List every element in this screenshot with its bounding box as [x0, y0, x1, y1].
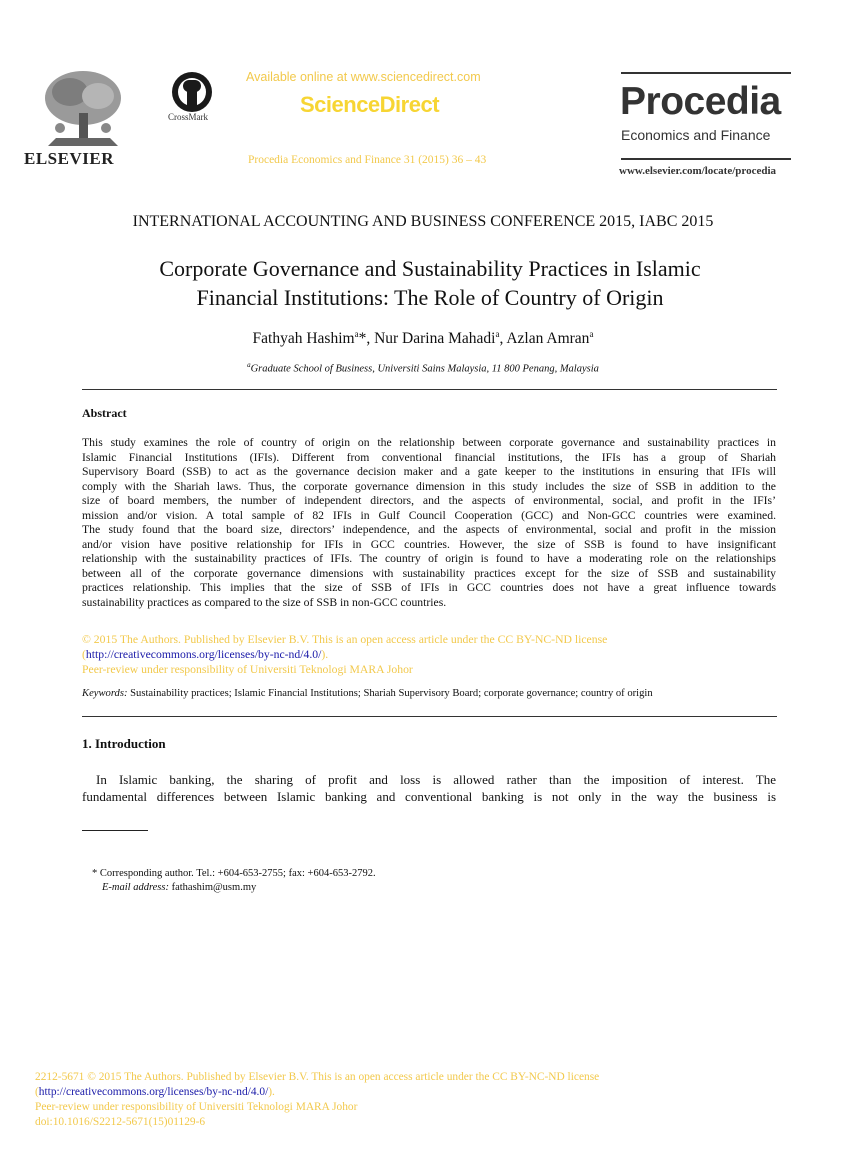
affiliation — [0, 361, 846, 375]
license-line: © 2015 The Authors. Published by Elsevier B.V. This is an open access article under the CC BY-NC-ND license — [82, 633, 608, 646]
intro-line: In Islamic banking, the sharing of profit and loss is allowed rather than the imposition of interest. The — [96, 772, 776, 787]
author-separator: , — [499, 330, 507, 348]
author-name: Nur Darina Mahadi — [374, 330, 496, 348]
section-heading: 1. Introduction — [82, 736, 166, 751]
procedia-bottom-rule — [621, 158, 791, 160]
abstract-line: Supervisory Board (SSB) to act as the governance decision maker and a gate keeper to the institutions in ensuring that IFIs will — [82, 465, 776, 478]
intro-line: fundamental differences between Islamic banking and conventional banking is not only in the way the business is — [82, 789, 776, 804]
publisher-name: ELSEVIER — [24, 149, 114, 168]
keywords-label: Keywords: — [82, 688, 128, 699]
intro-body — [82, 771, 776, 805]
abstract-body — [82, 436, 776, 610]
abstract-line: practices relationship. This implies that the size of SSB of IFIs in GCC countries does not have a great influence towards — [82, 581, 776, 594]
procedia-top-rule — [621, 72, 791, 74]
author-name: Azlan Amran — [506, 330, 590, 348]
footer-license-line: 2212-5671 © 2015 The Authors. Published by Elsevier B.V. This is an open access article under the CC BY-NC-ND license — [35, 1071, 600, 1083]
author-affiliation-mark: a — [495, 329, 500, 339]
footer-peer-review: Peer-review under responsibility of Universiti Teknologi MARA Johor — [35, 1101, 358, 1113]
abstract-line: relationship with the sustainability practices of IFIs. The country of origin is found to have a moderating role on the relationships — [82, 552, 776, 565]
title-line: Corporate Governance and Sustainability Practices in Islamic — [159, 256, 701, 281]
author-separator: , — [366, 330, 375, 348]
footer-url-line — [35, 1085, 275, 1100]
footer-paren-close: ). — [268, 1086, 275, 1098]
paper-title — [80, 254, 780, 312]
abstract-heading: Abstract — [82, 406, 127, 420]
conference-name: INTERNATIONAL ACCOUNTING AND BUSINESS CONFERENCE 2015, IABC 2015 — [132, 213, 714, 230]
author-name: Fathyah Hashim — [252, 330, 355, 348]
corresponding-author: * Corresponding author. Tel.: +604-653-2755; fax: +604-653-2792. — [92, 868, 376, 879]
email-label: E-mail address: — [102, 882, 169, 893]
affiliation-mark: a — [247, 361, 251, 369]
journal-citation: Procedia Economics and Finance 31 (2015) 36 – 43 — [248, 154, 487, 166]
abstract-line: This study examines the role of country of origin on the relationship between corporate governance and sustainability practices in — [82, 436, 776, 449]
crossmark-icon[interactable] — [170, 70, 214, 114]
abstract-line: size of board members, the number of independent directors, and the aspects of environmental, social, and profit in the IFIs’ — [82, 494, 776, 507]
footer-doi[interactable]: doi:10.1016/S2212-5671(15)01129-6 — [35, 1116, 206, 1128]
keywords-text: Sustainability practices; Islamic Financial Institutions; Shariah Supervisory Board; corporate governance; country of origin — [127, 688, 653, 699]
sciencedirect-logo: ScienceDirect — [300, 92, 440, 117]
email-address[interactable]: fathashim@usm.my — [168, 882, 257, 893]
keywords — [82, 688, 653, 699]
license-url-line — [82, 647, 328, 662]
abstract-line: mission and/or vision. A total sample of 82 IFIs in Gulf Council Cooperation (GCC) and Non-GCC countries were examined. — [82, 508, 776, 522]
license-paren-open: ( — [82, 648, 86, 661]
abstract-line: Islamic Financial Institutions (IFIs). Different from conventional financial institutions, the IFIs has a group of Shariah — [82, 450, 776, 464]
journal-title: Procedia — [620, 80, 781, 123]
email-line — [102, 882, 256, 893]
footer-license-link[interactable]: http://creativecommons.org/licenses/by-nc-nd/4.0/ — [38, 1086, 269, 1098]
peer-review-line: Peer-review under responsibility of Universiti Teknologi MARA Johor — [82, 663, 413, 676]
footer-paren-open: ( — [35, 1086, 39, 1098]
section-rule — [82, 716, 777, 717]
abstract-line: between all of the corporate governance dimensions with sustainability practices except for the size of SSB and sustainability — [82, 566, 776, 580]
crossmark-label: CrossMark — [168, 112, 208, 122]
section-rule — [82, 389, 777, 390]
availability-text: Available online at www.sciencedirect.com — [246, 70, 481, 84]
footnote-rule — [82, 830, 148, 831]
license-paren-close: ). — [321, 648, 329, 661]
author-list — [0, 329, 846, 348]
journal-url[interactable]: www.elsevier.com/locate/procedia — [619, 165, 777, 177]
abstract-line: sustainability practices as compared to the size of SSB in non-GCC countries. — [82, 595, 447, 609]
affiliation-text: Graduate School of Business, Universiti Sains Malaysia, 11 800 Penang, Malaysia — [250, 363, 599, 375]
abstract-line: comply with the Shariah laws. Thus, the corporate governance dimension in this study includes the size of SSB in addition to the — [82, 479, 776, 493]
elsevier-tree-logo — [40, 68, 126, 148]
abstract-line: and/or vision have positive relationship for IFIs in GCC countries. However, the size of SSB is found to have insignificant — [82, 537, 776, 551]
title-line: Financial Institutions: The Role of Country of Origin — [196, 285, 664, 310]
abstract-line: The study found that the board size, directors’ independence, and the aspects of environmental, social and profit in the mission — [82, 523, 776, 536]
corresponding-mark: * — [358, 330, 367, 348]
journal-subtitle: Economics and Finance — [621, 127, 771, 143]
author-affiliation-mark: a — [354, 329, 359, 339]
author-affiliation-mark: a — [589, 329, 594, 339]
license-link[interactable]: http://creativecommons.org/licenses/by-nc-nd/4.0/ — [85, 648, 322, 661]
